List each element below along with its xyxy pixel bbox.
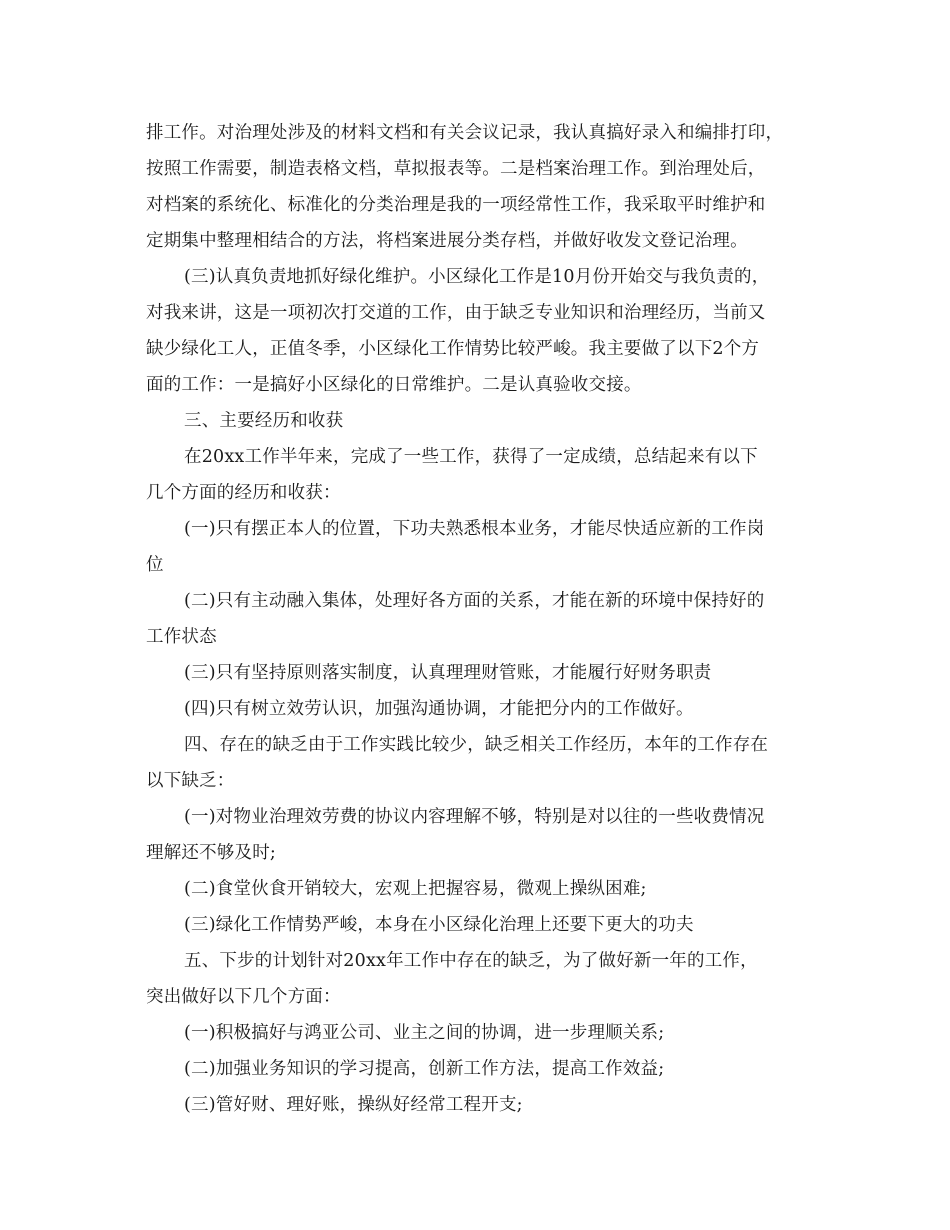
- text-line: 定期集中整理相结合的方法，将档案进展分类存档，并做好收发文登记治理。: [146, 231, 748, 251]
- document-body: [146, 115, 816, 1123]
- text-line: 三、主要经历和收获: [184, 411, 344, 431]
- text-line: 对档案的系统化、标准化的分类治理是我的一项经常性工作，我采取平时维护和: [146, 195, 766, 215]
- text-line: (三)只有坚持原则落实制度，认真理理财管账，才能履行好财务职责: [184, 663, 712, 683]
- text-line: 突出做好以下几个方面：: [146, 987, 341, 1007]
- text-line: (三)绿化工作情势严峻，本身在小区绿化治理上还要下更大的功夫: [184, 915, 694, 935]
- text-line: 四、存在的缺乏由于工作实践比较少，缺乏相关工作经历，本年的工作存在: [184, 735, 769, 755]
- text-line: 工作状态: [146, 627, 217, 647]
- text-line: (一)只有摆正本人的位置，下功夫熟悉根本业务，才能尽快适应新的工作岗: [184, 519, 765, 539]
- text-line: (三)认真负责地抓好绿化维护。小区绿化工作是10月份开始交与我负责的，: [184, 267, 770, 287]
- text-line: 理解还不够及时;: [146, 843, 276, 863]
- text-line: 以下缺乏：: [146, 771, 235, 791]
- text-line: 位: [146, 555, 164, 575]
- text-line: (一)对物业治理效劳费的协议内容理解不够，特别是对以往的一些收费情况: [184, 807, 765, 827]
- text-line: 按照工作需要，制造表格文档，草拟报表等。二是档案治理工作。到治理处后，: [146, 159, 766, 179]
- text-line: (二)食堂伙食开销较大，宏观上把握容易，微观上操纵困难;: [184, 879, 647, 899]
- text-line: 排工作。对治理处涉及的材料文档和有关会议记录，我认真搞好录入和编排打印，: [146, 123, 784, 143]
- text-line: 面的工作：一是搞好小区绿化的日常维护。二是认真验收交接。: [146, 375, 642, 395]
- text-line: 五、下步的计划针对20xx年工作中存在的缺乏，为了做好新一年的工作，: [184, 951, 758, 971]
- text-line: 缺少绿化工人，正值冬季，小区绿化工作情势比较严峻。我主要做了以下2个方: [146, 339, 760, 359]
- text-line: 几个方面的经历和收获：: [146, 483, 341, 503]
- text-line: (二)只有主动融入集体，处理好各方面的关系，才能在新的环境中保持好的: [184, 591, 765, 611]
- text-line: (二)加强业务知识的学习提高，创新工作方法，提高工作效益;: [184, 1059, 665, 1079]
- text-line: 在20xx工作半年来，完成了一些工作，获得了一定成绩，总结起来有以下: [184, 447, 758, 467]
- text-line: (四)只有树立效劳认识，加强沟通协调，才能把分内的工作做好。: [184, 699, 694, 719]
- text-line: (三)管好财、理好账，操纵好经常工程开支;: [184, 1095, 523, 1115]
- text-line: 对我来讲，这是一项初次打交道的工作，由于缺乏专业知识和治理经历，当前又: [146, 303, 766, 323]
- text-line: (一)积极搞好与鸿亚公司、业主之间的协调，进一步理顺关系;: [184, 1023, 665, 1043]
